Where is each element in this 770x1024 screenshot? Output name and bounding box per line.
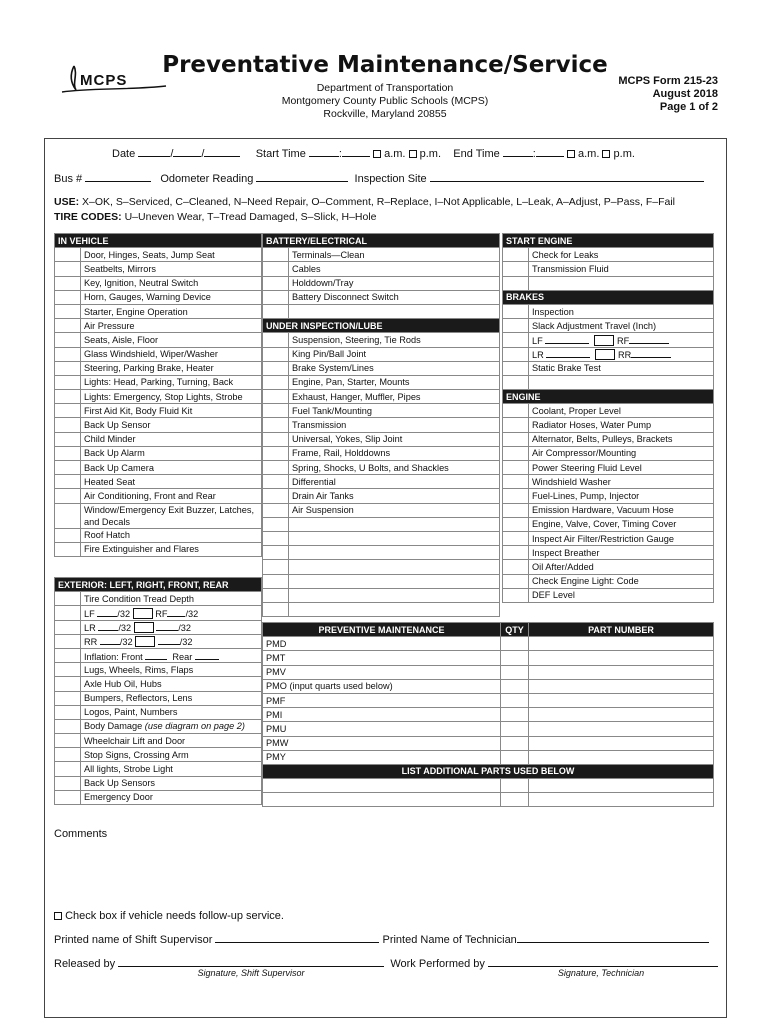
checklist-row: Check Engine Light: Code	[503, 574, 714, 588]
qty-cell[interactable]	[501, 708, 529, 722]
part-number-cell[interactable]	[529, 693, 714, 707]
status-cell[interactable]	[503, 446, 529, 460]
status-cell[interactable]	[55, 528, 81, 542]
status-cell[interactable]	[55, 762, 81, 776]
checklist-row: Steering, Parking Brake, Heater	[55, 361, 262, 375]
checklist-row: Frame, Rail, Holddowns	[263, 446, 500, 460]
exterior-table: EXTERIOR: LEFT, RIGHT, FRONT, REAR Tire Condition Tread Depth LF /32 RF /32 LR /32 /32 RR /32 /32 Inflation: Front Rear Lugs, Wheels, Rims, Flaps Axle Hub Oil, Hubs Bumpers, Reflectors, Lens Logos, Paint, Numbers Body Damage (use diagram on page 2) Wheelchair Lift and Door Stop Signs, Crossing Arm All lights, Strobe Light Back Up Sensors Emergency Door	[54, 577, 262, 805]
in-vehicle-table: IN VEHICLE Door, Hinges, Seats, Jump Seat Seatbelts, Mirrors Key, Ignition, Neutral Switch Horn, Gauges, Warning Device Starter, Engine Operation Air Pressure Seats, Aisle, Floor Glass Windshield, Wiper/Washer Steering, Parking Brake, Heater Lights: Head, Parking, Turning, Back Lights: Emergency, Stop Lights, Strobe First Aid Kit, Body Fluid Kit Back Up Sensor Child Minder Back Up Alarm Back Up Camera Heated Seat Air Conditioning, Front and Rear Window/Emergency Exit Buzzer, Latches, and Decals Roof Hatch Fire Extinguisher and Flares	[54, 233, 262, 557]
date-day-field[interactable]	[173, 147, 201, 157]
status-cell[interactable]	[55, 262, 81, 276]
checklist-row: Check for Leaks	[503, 248, 714, 262]
checklist-row: PMF	[263, 693, 714, 707]
checklist-row: Glass Windshield, Wiper/Washer	[55, 347, 262, 361]
checklist-row: Seatbelts, Mirrors	[55, 262, 262, 276]
followup-checkbox[interactable]	[54, 912, 62, 920]
status-cell[interactable]	[55, 776, 81, 790]
checklist-row: Air Compressor/Mounting	[503, 446, 714, 460]
checklist-row: King Pin/Ball Joint	[263, 347, 500, 361]
status-cell[interactable]	[263, 461, 289, 475]
battery-table: BATTERY/ELECTRICAL Terminals—Clean Cables Holddown/Tray Battery Disconnect Switch UNDER INSPECTION/LUBE Suspension, Steering, Tie Rods King Pin/Ball Joint Brake System/Lines Engine, Pan, Starter, Mounts Exhaust, Hanger, Muffler, Pipes Fuel Tank/Mounting Transmission Universal, Yokes, Slip Joint Frame, Rail, Holddowns Spring, Shocks, U Bolts, and Shackles Differential Drain Air Tanks Air Suspension	[262, 233, 500, 617]
status-cell[interactable]	[503, 560, 529, 574]
time-fields-row: Date / / Start Time : a.m. p.m. End Time : a.m. p.m.	[112, 148, 635, 160]
status-cell[interactable]	[55, 542, 81, 556]
checklist-row: Holddown/Tray	[263, 276, 500, 290]
checklist-row: Power Steering Fluid Level	[503, 461, 714, 475]
checklist-row: PMU	[263, 722, 714, 736]
checklist-row: Air Suspension	[263, 503, 500, 517]
status-cell[interactable]	[55, 790, 81, 804]
checklist-row: Exhaust, Hanger, Muffler, Pipes	[263, 390, 500, 404]
checklist-row: Cables	[263, 262, 500, 276]
checklist-row: Windshield Washer	[503, 475, 714, 489]
status-cell[interactable]	[263, 390, 289, 404]
checklist-row: Spring, Shocks, U Bolts, and Shackles	[263, 461, 500, 475]
status-cell[interactable]	[263, 475, 289, 489]
checklist-row: Key, Ignition, Neutral Switch	[55, 276, 262, 290]
checklist-row: Alternator, Belts, Pulleys, Brackets	[503, 432, 714, 446]
checklist-row: Emergency Door	[55, 790, 262, 804]
bus-number-field[interactable]	[85, 172, 151, 182]
inspection-site-field[interactable]	[430, 172, 704, 182]
checklist-row: PMO (input quarts used below)	[263, 679, 714, 693]
checklist-row: Horn, Gauges, Warning Device	[55, 290, 262, 304]
technician-name-field[interactable]	[517, 933, 709, 943]
status-cell[interactable]	[55, 503, 81, 528]
status-cell[interactable]	[55, 304, 81, 318]
checklist-row: Heated Seat	[55, 475, 262, 489]
status-cell[interactable]	[503, 432, 529, 446]
status-cell[interactable]	[55, 432, 81, 446]
comments-label: Comments	[54, 828, 108, 840]
checklist-row: Brake System/Lines	[263, 361, 500, 375]
checklist-row: PMI	[263, 708, 714, 722]
part-number-cell[interactable]	[529, 750, 714, 764]
qty-cell[interactable]	[501, 722, 529, 736]
status-cell[interactable]	[55, 691, 81, 705]
checklist-row: Child Minder	[55, 432, 262, 446]
start-pm-checkbox[interactable]	[409, 150, 417, 158]
status-cell[interactable]	[55, 347, 81, 361]
checklist-row: Lugs, Wheels, Rims, Flaps	[55, 663, 262, 677]
status-cell[interactable]	[263, 276, 289, 290]
end-pm-checkbox[interactable]	[602, 150, 610, 158]
status-cell[interactable]	[55, 489, 81, 503]
preventive-maintenance-table: PREVENTIVE MAINTENANCE QTY PART NUMBER PMD PMT PMV PMO (input quarts used below) PMF PMI PMU PMW PMY LIST ADDITIONAL PARTS USED BELOW	[262, 622, 714, 807]
supervisor-name-field[interactable]	[215, 933, 379, 943]
sig-technician-caption: Signature, Technician	[557, 968, 645, 978]
checklist-row: Back Up Camera	[55, 461, 262, 475]
status-cell[interactable]	[55, 375, 81, 389]
checklist-row: Differential	[263, 475, 500, 489]
checklist-row: Drain Air Tanks	[263, 489, 500, 503]
end-min-field[interactable]	[536, 147, 564, 157]
checklist-row: Engine, Valve, Cover, Timing Cover	[503, 517, 714, 531]
status-cell[interactable]	[263, 375, 289, 389]
checklist-row: Logos, Paint, Numbers	[55, 705, 262, 719]
status-cell[interactable]	[263, 347, 289, 361]
engine-table: START ENGINE Check for Leaks Transmission Fluid BRAKES Inspection Slack Adjustment Travel (Inch) LF RF LR RR Static Brake Test ENGINE Coolant, Proper Level Radiator Hoses, Water Pump Alternator, Belts, Pulleys, Brackets Air Compressor/Mounting Power Steering Fluid Level Windshield Washer Fuel-Lines, Pump, Injector Emission Hardware, Vacuum Hose Engine, Valve, Cover, Timing Cover Inspect Air Filter/Restriction Gauge Inspect Breather Oil After/Added Check Engine Light: Code DEF Level	[502, 233, 714, 603]
date-month-field[interactable]	[138, 147, 170, 157]
status-cell[interactable]	[55, 290, 81, 304]
use-codes: USE: X–OK, S–Serviced, C–Cleaned, N–Need Repair, O–Comment, R–Replace, I–Not Applicable, L–Leak, A–Adjust, P–Pass, F–Fail	[54, 196, 675, 208]
bus-fields-row: Bus # Odometer Reading Inspection Site	[54, 172, 704, 185]
checklist-row: Lights: Head, Parking, Turning, Back	[55, 375, 262, 389]
checklist-row: PMT	[263, 651, 714, 665]
checklist-row: Inspect Breather	[503, 546, 714, 560]
checklist-row: Roof Hatch	[55, 528, 262, 542]
status-cell[interactable]	[55, 418, 81, 432]
status-cell[interactable]	[55, 319, 81, 333]
checklist-row: Fire Extinguisher and Flares	[55, 542, 262, 556]
status-cell[interactable]	[55, 390, 81, 404]
status-cell[interactable]	[55, 276, 81, 290]
status-cell[interactable]	[263, 262, 289, 276]
odometer-field[interactable]	[256, 172, 348, 182]
printed-names-row: Printed name of Shift Supervisor Printed Name of Technician	[54, 933, 709, 946]
status-cell[interactable]	[503, 489, 529, 503]
checklist-row: DEF Level	[503, 588, 714, 602]
status-cell[interactable]	[263, 361, 289, 375]
status-cell[interactable]	[55, 677, 81, 691]
qty-cell[interactable]	[501, 665, 529, 679]
checklist-row: Fuel Tank/Mounting	[263, 404, 500, 418]
qty-cell[interactable]	[501, 750, 529, 764]
status-cell[interactable]	[263, 418, 289, 432]
status-cell[interactable]	[503, 574, 529, 588]
checklist-row: Air Conditioning, Front and Rear	[55, 489, 262, 503]
status-cell[interactable]	[503, 248, 529, 262]
checklist-row: PMW	[263, 736, 714, 750]
followup-row: Check box if vehicle needs follow-up service.	[54, 910, 284, 922]
tire-codes: TIRE CODES: U–Uneven Wear, T–Tread Damaged, S–Slick, H–Hole	[54, 211, 377, 223]
status-cell[interactable]	[55, 333, 81, 347]
status-cell[interactable]	[263, 446, 289, 460]
qty-cell[interactable]	[501, 693, 529, 707]
checklist-row: Door, Hinges, Seats, Jump Seat	[55, 248, 262, 262]
date-year-field[interactable]	[204, 147, 240, 157]
status-cell[interactable]	[55, 248, 81, 262]
released-by-field[interactable]	[118, 957, 384, 967]
status-cell[interactable]	[263, 503, 289, 517]
status-cell[interactable]	[55, 734, 81, 748]
checklist-row: Back Up Alarm	[55, 446, 262, 460]
checklist-row: Starter, Engine Operation	[55, 304, 262, 318]
status-cell[interactable]	[55, 748, 81, 762]
status-cell[interactable]	[503, 517, 529, 531]
checklist-row: Coolant, Proper Level	[503, 404, 714, 418]
work-performed-field[interactable]	[488, 957, 718, 967]
status-cell[interactable]	[503, 404, 529, 418]
form-number: MCPS Form 215-23 August 2018 Page 1 of 2	[618, 75, 718, 113]
status-cell[interactable]	[263, 432, 289, 446]
department-info: Department of Transportation Montgomery County Public Schools (MCPS) Rockville, Maryland 20855	[281, 82, 489, 120]
status-cell[interactable]	[503, 503, 529, 517]
sig-supervisor-caption: Signature, Shift Supervisor	[197, 968, 305, 978]
qty-cell[interactable]	[501, 679, 529, 693]
part-number-cell[interactable]	[529, 679, 714, 693]
status-cell[interactable]	[503, 461, 529, 475]
part-number-cell[interactable]	[529, 708, 714, 722]
status-cell[interactable]	[263, 333, 289, 347]
status-cell[interactable]	[503, 546, 529, 560]
checklist-row: Fuel-Lines, Pump, Injector	[503, 489, 714, 503]
status-cell[interactable]	[55, 475, 81, 489]
status-cell[interactable]	[55, 663, 81, 677]
checklist-row: Axle Hub Oil, Hubs	[55, 677, 262, 691]
start-am-checkbox[interactable]	[373, 150, 381, 158]
part-number-cell[interactable]	[529, 637, 714, 651]
checklist-row: PMV	[263, 665, 714, 679]
status-cell[interactable]	[55, 461, 81, 475]
checklist-row: Lights: Emergency, Stop Lights, Strobe	[55, 390, 262, 404]
checklist-row: Radiator Hoses, Water Pump	[503, 418, 714, 432]
start-min-field[interactable]	[342, 147, 370, 157]
signatures-row: Released by Work Performed by	[54, 957, 718, 970]
checklist-row: PMD	[263, 637, 714, 651]
status-cell[interactable]	[503, 531, 529, 545]
checklist-row: Terminals—Clean	[263, 248, 500, 262]
checklist-row: Transmission Fluid	[503, 262, 714, 276]
checklist-row: Suspension, Steering, Tie Rods	[263, 333, 500, 347]
status-cell[interactable]	[263, 290, 289, 304]
end-am-checkbox[interactable]	[567, 150, 575, 158]
checklist-row: Oil After/Added	[503, 560, 714, 574]
checklist-row: Universal, Yokes, Slip Joint	[263, 432, 500, 446]
status-cell[interactable]	[55, 404, 81, 418]
part-number-cell[interactable]	[529, 722, 714, 736]
qty-cell[interactable]	[501, 637, 529, 651]
status-cell[interactable]	[55, 361, 81, 375]
checklist-row: All lights, Strobe Light	[55, 762, 262, 776]
checklist-row: PMY	[263, 750, 714, 764]
checklist-row: First Aid Kit, Body Fluid Kit	[55, 404, 262, 418]
checklist-row: Stop Signs, Crossing Arm	[55, 748, 262, 762]
checklist-row: Transmission	[263, 418, 500, 432]
checklist-row: Inspect Air Filter/Restriction Gauge	[503, 531, 714, 545]
checklist-row: Air Pressure	[55, 319, 262, 333]
checklist-row: Seats, Aisle, Floor	[55, 333, 262, 347]
status-cell[interactable]	[503, 588, 529, 602]
checklist-row: Bumpers, Reflectors, Lens	[55, 691, 262, 705]
form-title: Preventative Maintenance/Service	[162, 52, 608, 78]
checklist-row: Battery Disconnect Switch	[263, 290, 500, 304]
status-cell[interactable]	[263, 404, 289, 418]
checklist-row: Window/Emergency Exit Buzzer, Latches, and Decals	[55, 503, 262, 528]
qty-cell[interactable]	[501, 651, 529, 665]
status-cell[interactable]	[263, 248, 289, 262]
part-number-cell[interactable]	[529, 651, 714, 665]
end-hour-field[interactable]	[503, 147, 533, 157]
part-number-cell[interactable]	[529, 665, 714, 679]
start-hour-field[interactable]	[309, 147, 339, 157]
status-cell[interactable]	[503, 262, 529, 276]
checklist-row: Engine, Pan, Starter, Mounts	[263, 375, 500, 389]
status-cell[interactable]	[503, 418, 529, 432]
status-cell[interactable]	[263, 489, 289, 503]
part-number-cell[interactable]	[529, 736, 714, 750]
checklist-row: Wheelchair Lift and Door	[55, 734, 262, 748]
checklist-row: Back Up Sensor	[55, 418, 262, 432]
status-cell[interactable]	[55, 705, 81, 719]
status-cell[interactable]	[503, 475, 529, 489]
checklist-row: Emission Hardware, Vacuum Hose	[503, 503, 714, 517]
mcps-logo: MCPS	[60, 60, 172, 102]
checklist-row: Back Up Sensors	[55, 776, 262, 790]
qty-cell[interactable]	[501, 736, 529, 750]
status-cell[interactable]	[55, 446, 81, 460]
